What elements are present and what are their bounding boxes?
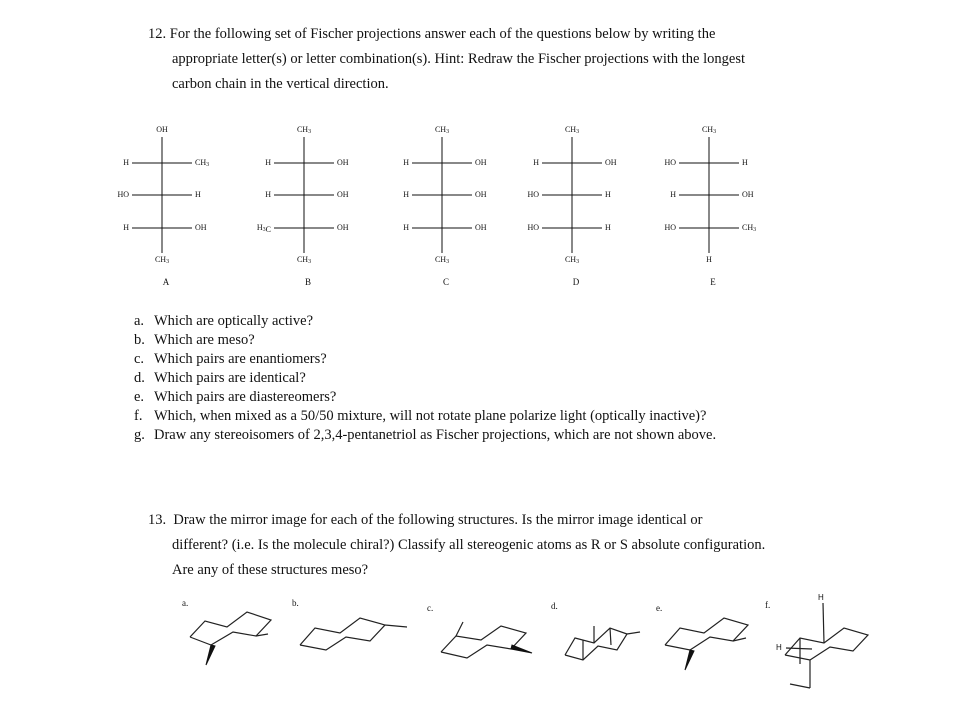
structure-label-a: a. — [182, 598, 189, 608]
fischer-top-group: $CH_3$ — [434, 124, 450, 136]
fischer-label: C — [442, 277, 450, 288]
fischer-right-group: OH — [195, 222, 207, 232]
structure-f — [785, 603, 868, 688]
fischer-right-group: H — [742, 157, 748, 167]
structure-label-c: c. — [427, 603, 434, 613]
structure-a — [190, 612, 271, 665]
fischer-left-group: H — [123, 157, 129, 167]
fischer-drawing — [0, 0, 960, 300]
atom-h-top: H — [818, 593, 824, 602]
question-12-line3: carbon chain in the vertical direction. — [172, 76, 389, 92]
fischer-right-group: OH — [337, 157, 349, 167]
fischer-left-group: H — [403, 189, 409, 199]
subquestion-b: b. Which are meso? — [134, 332, 255, 348]
structure-b — [300, 618, 407, 650]
fischer-bottom-group: $CH_3$ — [434, 254, 450, 266]
atom-h-left: H — [776, 643, 782, 652]
fischer-right-group: H — [605, 222, 611, 232]
question-13-line2: different? (i.e. Is the molecule chiral?) Classify all stereogenic atoms as R or S absolute configuration. — [172, 537, 766, 553]
fischer-left-group: H — [403, 222, 409, 232]
question-13-line3: Are any of these structures meso? — [172, 562, 369, 578]
fischer-right-group: OH — [742, 189, 754, 199]
fischer-right-group: OH — [337, 189, 349, 199]
fischer-bottom-group: $CH_3$ — [564, 254, 580, 266]
fischer-label: D — [572, 277, 580, 288]
fischer-top-group: $CH_3$ — [296, 124, 312, 136]
fischer-right-group: H — [605, 189, 611, 199]
fischer-label: B — [304, 277, 312, 288]
fischer-right-group: OH — [475, 222, 487, 232]
fischer-label: E — [710, 277, 716, 288]
subquestion-f: f. Which, when mixed as a 50/50 mixture, will not rotate plane polarize light (optically inactive)? — [134, 408, 707, 424]
subquestion-d: d. Which pairs are identical? — [134, 370, 306, 386]
question-13-number: 13. — [148, 512, 167, 528]
fischer-left-group: H — [533, 157, 539, 167]
fischer-bottom-group: $CH_3$ — [296, 254, 312, 266]
fischer-left-group: H — [265, 189, 271, 199]
fischer-left-group: H — [123, 222, 129, 232]
structure-e — [665, 618, 748, 670]
fischer-bottom-group: H — [706, 254, 712, 264]
question-13-line1: 13. Draw the mirror image for each of the following structures. Is the mirror image identical or — [148, 512, 703, 528]
fischer-right-group: $CH_3$ — [742, 222, 757, 234]
structure-d — [565, 626, 640, 660]
structure-label-f: f. — [765, 600, 771, 610]
subquestion-g: g. Draw any stereoisomers of 2,3,4-pentanetriol as Fischer projections, which are not shown above. — [134, 427, 717, 443]
fischer-left-group: H — [403, 157, 409, 167]
fischer-right-group: OH — [475, 189, 487, 199]
fischer-right-group: H — [195, 189, 201, 199]
fischer-right-group: OH — [475, 157, 487, 167]
structure-label-d: d. — [551, 601, 558, 611]
fischer-left-group: $H_3C$ — [256, 222, 271, 234]
subquestion-a: a. Which are optically active? — [134, 313, 314, 329]
fischer-label: A — [162, 277, 170, 288]
fischer-top-group: $CH_3$ — [701, 124, 717, 136]
fischer-left-group: H — [265, 157, 271, 167]
question-12-line2: appropriate letter(s) or letter combination(s). Hint: Redraw the Fischer projections with the longest — [172, 51, 745, 67]
subquestion-c: c. Which pairs are enantiomers? — [134, 351, 327, 367]
fischer-top-group: $CH_3$ — [564, 124, 580, 136]
fischer-top-group: OH — [156, 124, 168, 134]
question-12-line1: 12. For the following set of Fischer projections answer each of the questions below by writing the — [148, 26, 716, 42]
fischer-c — [403, 125, 487, 287]
fischer-left-group: HO — [664, 222, 676, 232]
structure-label-b: b. — [292, 598, 299, 608]
fischer-bottom-group: $CH_3$ — [154, 254, 170, 266]
subquestion-e: e. Which pairs are diastereomers? — [134, 389, 337, 405]
fischer-right-group: $CH_3$ — [195, 157, 210, 169]
structure-label-e: e. — [656, 603, 663, 613]
fischer-left-group: HO — [664, 157, 676, 167]
question-12-subquestions — [134, 312, 716, 445]
fischer-left-group: HO — [527, 189, 539, 199]
structure-c — [441, 622, 532, 658]
fischer-left-group: HO — [117, 189, 129, 199]
fischer-right-group: OH — [337, 222, 349, 232]
fischer-a — [117, 125, 209, 287]
question-12-number: 12. — [148, 26, 167, 42]
question-13 — [148, 508, 848, 583]
fischer-left-group: H — [670, 189, 676, 199]
fischer-b — [257, 125, 349, 287]
fischer-e — [664, 125, 756, 287]
fischer-left-group: HO — [527, 222, 539, 232]
fischer-d — [527, 125, 616, 287]
fischer-right-group: OH — [605, 157, 617, 167]
